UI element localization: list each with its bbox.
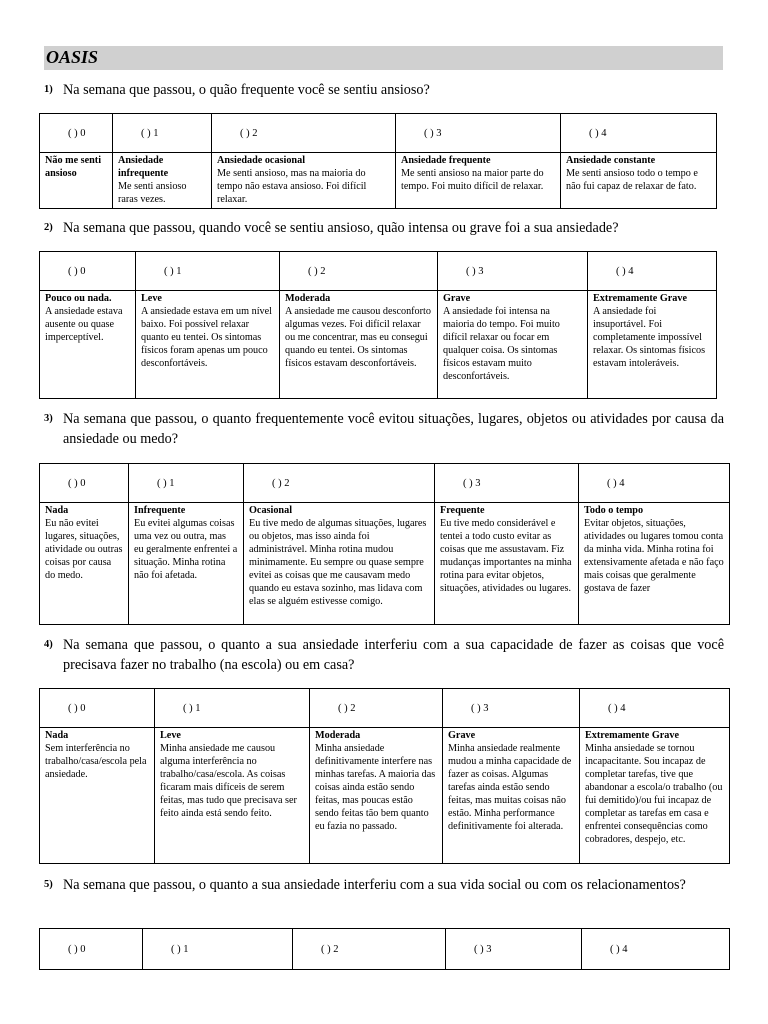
- option-0-checkbox[interactable]: ( ) 0: [40, 464, 129, 503]
- option-3-checkbox[interactable]: ( ) 3: [443, 689, 580, 728]
- option-2-desc: Ocasional Eu tive medo de algumas situações, lugares ou objetos, mas isso ainda foi administrável. Minha rotina mudou minimamente. Eu sempre ou quase sempre evitei as coisas que me causavam medo quando eu estava sozinho, mas lidava com elas se alguém estivesse comigo.: [244, 503, 435, 625]
- title-bar: [44, 46, 723, 70]
- option-1-desc: Ansiedade infrequente Me senti ansioso raras vezes.: [113, 153, 212, 209]
- options-table-2: [39, 251, 717, 399]
- option-1-checkbox[interactable]: ( ) 1: [113, 114, 212, 153]
- question-5: [44, 875, 724, 895]
- question-text: Na semana que passou, quando você se sentiu ansioso, quão intensa ou grave foi a sua ansiedade?: [63, 220, 619, 236]
- option-3-checkbox[interactable]: ( ) 3: [435, 464, 579, 503]
- option-4-checkbox[interactable]: ( ) 4: [561, 114, 717, 153]
- option-3-checkbox[interactable]: ( ) 3: [438, 252, 588, 291]
- question-4: [44, 635, 724, 675]
- option-0-desc: Não me senti ansioso: [40, 153, 113, 209]
- option-1-desc: Leve Minha ansiedade me causou alguma interferência no trabalho/casa/escola. As coisas ficaram mais difíceis de serem feitas, mas tudo que precisava ser feito ainda está sendo feito.: [155, 728, 310, 864]
- option-1-checkbox[interactable]: ( ) 1: [129, 464, 244, 503]
- options-table-4: [39, 688, 730, 864]
- question-text: Na semana que passou, o quanto a sua ansiedade interferiu com a sua capacidade de fazer as coisas que você precisava fazer no trabalho (na escola) ou em casa?: [63, 637, 724, 673]
- options-table-3: [39, 463, 730, 625]
- option-1-checkbox[interactable]: ( ) 1: [143, 929, 293, 970]
- question-number: 1): [44, 84, 53, 95]
- option-3-desc: Grave A ansiedade foi intensa na maioria do tempo. Foi muito difícil relaxar ou focar em qualquer coisa. Os sintomas físicos estavam muito desconfortáveis.: [438, 291, 588, 399]
- option-4-checkbox[interactable]: ( ) 4: [580, 689, 730, 728]
- option-0-checkbox[interactable]: ( ) 0: [40, 252, 136, 291]
- option-0-desc: Nada Eu não evitei lugares, situações, atividade ou outras coisas por causa do medo.: [40, 503, 129, 625]
- option-2-desc: Moderada A ansiedade me causou desconforto algumas vezes. Foi difícil relaxar ou me concentrar, mas eu consegui quando eu tentei. Os sintomas físicos estavam desconfortáveis.: [280, 291, 438, 399]
- option-2-checkbox[interactable]: ( ) 2: [280, 252, 438, 291]
- options-table-5: [39, 928, 730, 970]
- question-number: 3): [44, 413, 53, 424]
- question-2: [44, 218, 724, 238]
- question-number: 5): [44, 879, 53, 890]
- option-2-checkbox[interactable]: ( ) 2: [293, 929, 446, 970]
- question-3: [44, 409, 724, 449]
- option-4-checkbox[interactable]: ( ) 4: [588, 252, 717, 291]
- option-0-checkbox[interactable]: ( ) 0: [40, 929, 143, 970]
- option-0-desc: Pouco ou nada. A ansiedade estava ausente ou quase imperceptível.: [40, 291, 136, 399]
- question-1: [44, 80, 724, 100]
- options-table-1: [39, 113, 717, 209]
- question-number: 4): [44, 639, 53, 650]
- option-4-desc: Extremamente Grave Minha ansiedade se tornou incapacitante. Sou incapaz de completar tarefas, tive que abandonar a escola/o trabalho (ou fui demitido)/ou fui incapaz de completar as tarefas em casa e enfrentei consequências como cobradores, despejo, etc.: [580, 728, 730, 864]
- question-text: Na semana que passou, o quão frequente você se sentiu ansioso?: [63, 82, 430, 98]
- question-text: Na semana que passou, o quanto frequentemente você evitou situações, lugares, objetos ou atividades por causa da ansiedade ou medo?: [63, 411, 724, 447]
- option-4-desc: Ansiedade constante Me senti ansioso todo o tempo e não fui capaz de relaxar de fato.: [561, 153, 717, 209]
- option-3-desc: Grave Minha ansiedade realmente mudou a minha capacidade de fazer as coisas. Algumas tarefas ainda estão sendo feitas, mas muitas coisas não estão. Minha performance definitivamente foi alterada.: [443, 728, 580, 864]
- option-4-checkbox[interactable]: ( ) 4: [582, 929, 730, 970]
- option-2-desc: Moderada Minha ansiedade definitivamente interfere nas minhas tarefas. A maioria das coisas ainda estão sendo feitas, mas poucas estão sendo feitas tão bem quanto eu fazia no passado.: [310, 728, 443, 864]
- option-0-checkbox[interactable]: ( ) 0: [40, 114, 113, 153]
- option-2-checkbox[interactable]: ( ) 2: [212, 114, 396, 153]
- option-4-checkbox[interactable]: ( ) 4: [579, 464, 730, 503]
- option-3-checkbox[interactable]: ( ) 3: [396, 114, 561, 153]
- option-3-desc: Ansiedade frequente Me senti ansioso na maior parte do tempo. Foi muito difícil de relaxar.: [396, 153, 561, 209]
- option-2-desc: Ansiedade ocasional Me senti ansioso, mas na maioria do tempo não estava ansioso. Foi difícil relaxar.: [212, 153, 396, 209]
- option-4-desc: Extremamente Grave A ansiedade foi insuportável. Foi completamente impossível relaxar. Os sintomas físicos estavam intoleráveis.: [588, 291, 717, 399]
- page-title: OASIS: [46, 47, 99, 67]
- question-text: Na semana que passou, o quanto a sua ansiedade interferiu com a sua vida social ou com os relacionamentos?: [63, 877, 686, 893]
- option-1-checkbox[interactable]: ( ) 1: [155, 689, 310, 728]
- option-2-checkbox[interactable]: ( ) 2: [310, 689, 443, 728]
- option-3-checkbox[interactable]: ( ) 3: [446, 929, 582, 970]
- option-4-desc: Todo o tempo Evitar objetos, situações, atividades ou lugares tomou conta da minha vida. Minha rotina foi extensivamente afetada e não faço mais coisas que geralmente gostava de fazer: [579, 503, 730, 625]
- option-1-desc: Leve A ansiedade estava em um nível baixo. Foi possível relaxar quanto eu tentei. Os sintomas físicos foram apenas um pouco desconfortáveis.: [136, 291, 280, 399]
- question-number: 2): [44, 222, 53, 233]
- option-0-checkbox[interactable]: ( ) 0: [40, 689, 155, 728]
- option-3-desc: Frequente Eu tive medo considerável e tentei a todo custo evitar as coisas que me assustavam. Fiz mudanças importantes na minha rotina para evitar objetos, situações, atividades ou lugares.: [435, 503, 579, 625]
- option-2-checkbox[interactable]: ( ) 2: [244, 464, 435, 503]
- option-1-checkbox[interactable]: ( ) 1: [136, 252, 280, 291]
- option-0-desc: Nada Sem interferência no trabalho/casa/escola pela ansiedade.: [40, 728, 155, 864]
- option-1-desc: Infrequente Eu evitei algumas coisas uma vez ou outra, mas eu geralmente enfrentei a situação. Minha rotina não foi afetada.: [129, 503, 244, 625]
